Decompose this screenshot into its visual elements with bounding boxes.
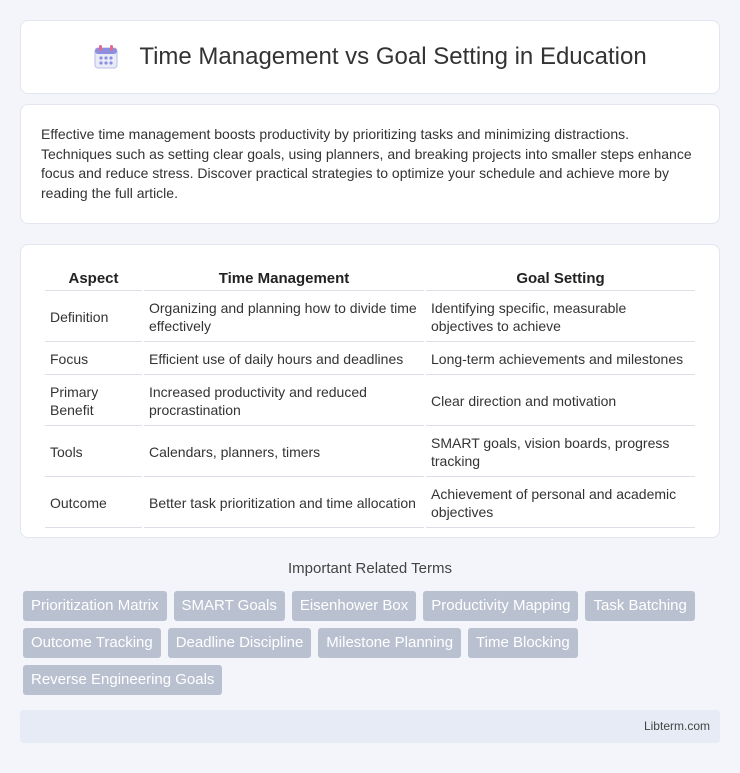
table-row: [45, 344, 695, 375]
related-terms-title: Important Related Terms: [288, 560, 452, 577]
related-terms-list: [23, 591, 723, 695]
intro-card: [20, 104, 720, 224]
tag-task-batching[interactable]: Task Batching: [585, 591, 694, 621]
table-row: [45, 428, 695, 477]
row-aspect: Focus: [45, 344, 142, 375]
intro-text: Effective time management boosts productivity by prioritizing tasks and minimizing distractions. Techniques such as setting clear goals, using planners, and breaking projects into smaller steps enhance focus and reduce stress. Discover practical strategies to optimize your schedule and achieve more by reading the full article.: [41, 126, 692, 201]
footer: [20, 710, 720, 743]
row-goal-setting: Identifying specific, measurable objectives to achieve: [426, 293, 695, 342]
tag-eisenhower-box[interactable]: Eisenhower Box: [292, 591, 416, 621]
tag-productivity-mapping[interactable]: Productivity Mapping: [423, 591, 578, 621]
row-aspect: Outcome: [45, 479, 142, 528]
table-row: [45, 293, 695, 342]
row-aspect: Definition: [45, 293, 142, 342]
header-aspect: Aspect: [45, 267, 142, 291]
tag-time-blocking[interactable]: Time Blocking: [468, 628, 578, 658]
header-goal-setting: Goal Setting: [426, 267, 695, 291]
row-goal-setting: SMART goals, vision boards, progress tracking: [426, 428, 695, 477]
row-goal-setting: Achievement of personal and academic objectives: [426, 479, 695, 528]
table-row: [45, 377, 695, 426]
table-header-row: [45, 267, 695, 291]
tag-milestone-planning[interactable]: Milestone Planning: [318, 628, 461, 658]
table-row: [45, 479, 695, 528]
tag-deadline-discipline[interactable]: Deadline Discipline: [168, 628, 312, 658]
row-goal-setting: Long-term achievements and milestones: [426, 344, 695, 375]
header-time-management: Time Management: [144, 267, 424, 291]
row-time-management: Better task prioritization and time allocation: [144, 479, 424, 528]
tag-prioritization-matrix[interactable]: Prioritization Matrix: [23, 591, 167, 621]
comparison-table: [43, 265, 697, 530]
row-time-management: Calendars, planners, timers: [144, 428, 424, 477]
row-time-management: Organizing and planning how to divide time effectively: [144, 293, 424, 342]
header-card: [20, 20, 720, 94]
row-time-management: Efficient use of daily hours and deadlines: [144, 344, 424, 375]
calendar-icon: [93, 44, 119, 70]
row-aspect: Tools: [45, 428, 142, 477]
row-aspect: Primary Benefit: [45, 377, 142, 426]
comparison-card: [20, 244, 720, 538]
footer-site-link[interactable]: Libterm.com: [643, 719, 710, 733]
tag-outcome-tracking[interactable]: Outcome Tracking: [23, 628, 161, 658]
tag-smart-goals[interactable]: SMART Goals: [174, 591, 285, 621]
row-goal-setting: Clear direction and motivation: [426, 377, 695, 426]
page-title: Time Management vs Goal Setting in Education: [139, 43, 647, 70]
row-time-management: Increased productivity and reduced procrastination: [144, 377, 424, 426]
tag-reverse-engineering-goals[interactable]: Reverse Engineering Goals: [23, 665, 222, 695]
